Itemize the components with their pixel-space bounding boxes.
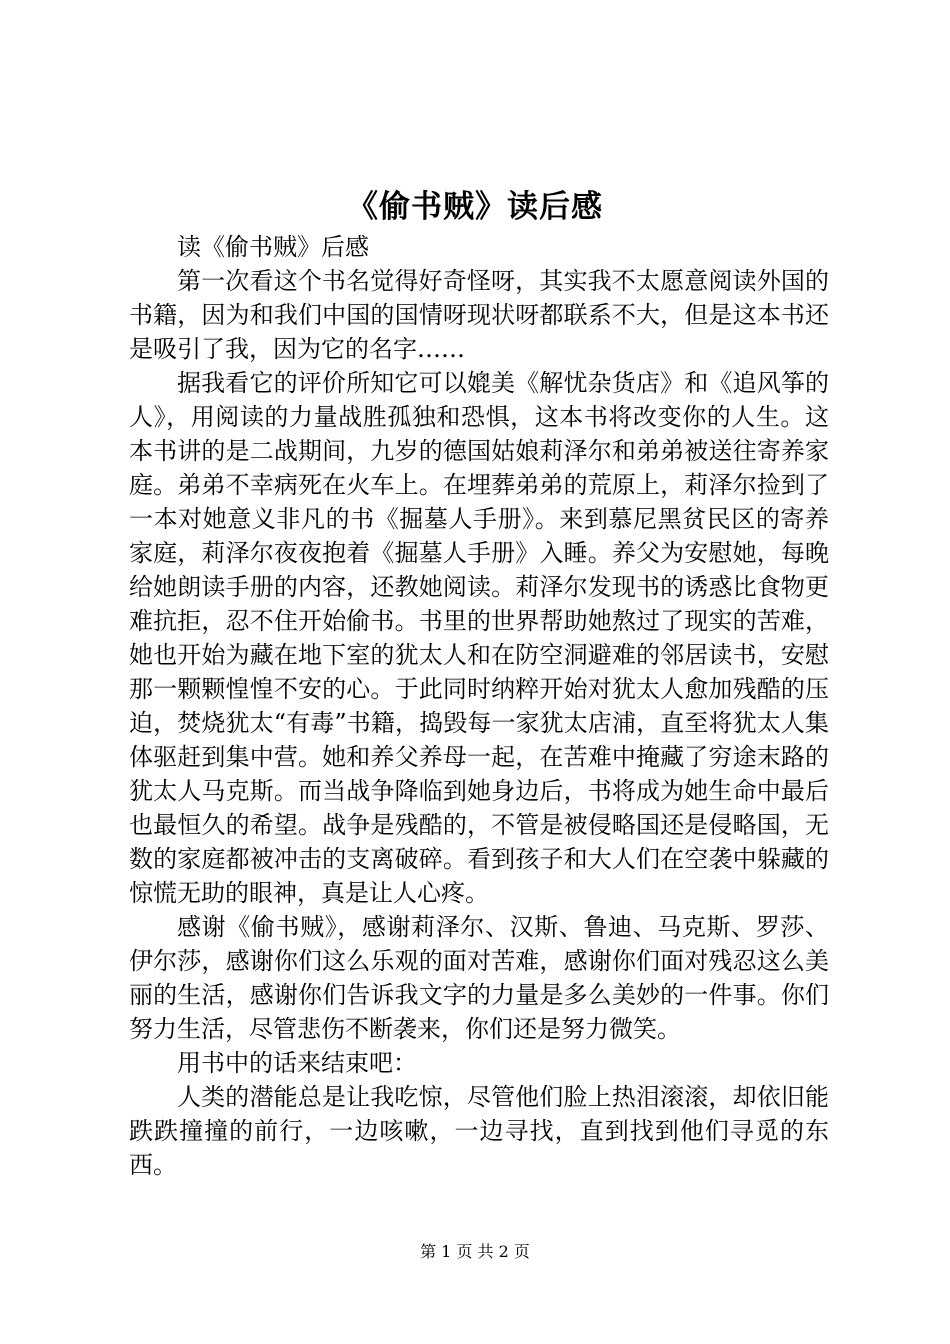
paragraph: 据我看它的评价所知它可以媲美《解忧杂货店》和《追风筝的人》，用阅读的力量战胜孤独和恐惧，这本书将改变你的人生。这本书讲的是二战期间，九岁的德国姑娘莉泽尔和弟弟被送往寄养家庭。弟弟不幸病死在火车上。在埋葬弟弟的荒原上，莉泽尔捡到了一本对她意义非凡的书《掘墓人手册》。来到慕尼黑贫民区的寄养家庭，莉泽尔夜夜抱着《掘墓人手册》入睡。养父为安慰她，每晚给她朗读手册的内容，还教她阅读。莉泽尔发现书的诱惑比食物更难抗拒，忍不住开始偷书。书里的世界帮助她熬过了现实的苦难，她也开始为藏在地下室的犹太人和在防空洞避难的邻居读书，安慰那一颗颗惶惶不安的心。于此同时纳粹开始对犹太人愈加残酷的压迫，焚烧犹太“有毒”书籍，捣毁每一家犹太店浦，直至将犹太人集体驱赶到集中营。她和养父养母一起，在苦难中掩藏了穷途末路的犹太人马克斯。而当战争降临到她身边后，书将成为她生命中最后也最恒久的希望。战争是残酷的，不管是被侵略国还是侵略国，无数的家庭都被冲击的支离破碎。看到孩子和大人们在空袭中躲藏的惊慌无助的眼神，真是让人心疼。 [129,369,829,907]
page-number-footer: 第 1 页 共 2 页 [420,1242,530,1261]
paragraph: 感谢《偷书贼》，感谢莉泽尔、汉斯、鲁迪、马克斯、罗莎、伊尔莎，感谢你们这么乐观的面对苦难，感谢你们面对残忍这么美丽的生活，感谢你们告诉我文字的力量是多么美妙的一件事。你们努力生活，尽管悲伤不断袭来，你们还是努力微笑。 [129,913,829,1043]
document-body [129,230,829,1182]
paragraph: 人类的潜能总是让我吃惊，尽管他们脸上热泪滚滚，却依旧能跌跌撞撞的前行，一边咳嗽，一边寻找，直到找到他们寻觅的东西。 [129,1083,829,1179]
document-title: 《偷书贼》读后感 [347,189,603,225]
paragraph-subtitle: 读《偷书贼》后感 [177,233,369,261]
paragraph: 第一次看这个书名觉得好奇怪呀，其实我不太愿意阅读外国的书籍，因为和我们中国的国情呀现状呀都联系不大，但是这本书还是吸引了我，因为它的名字…… [129,267,829,363]
paragraph: 用书中的话来结束吧： [177,1049,417,1077]
